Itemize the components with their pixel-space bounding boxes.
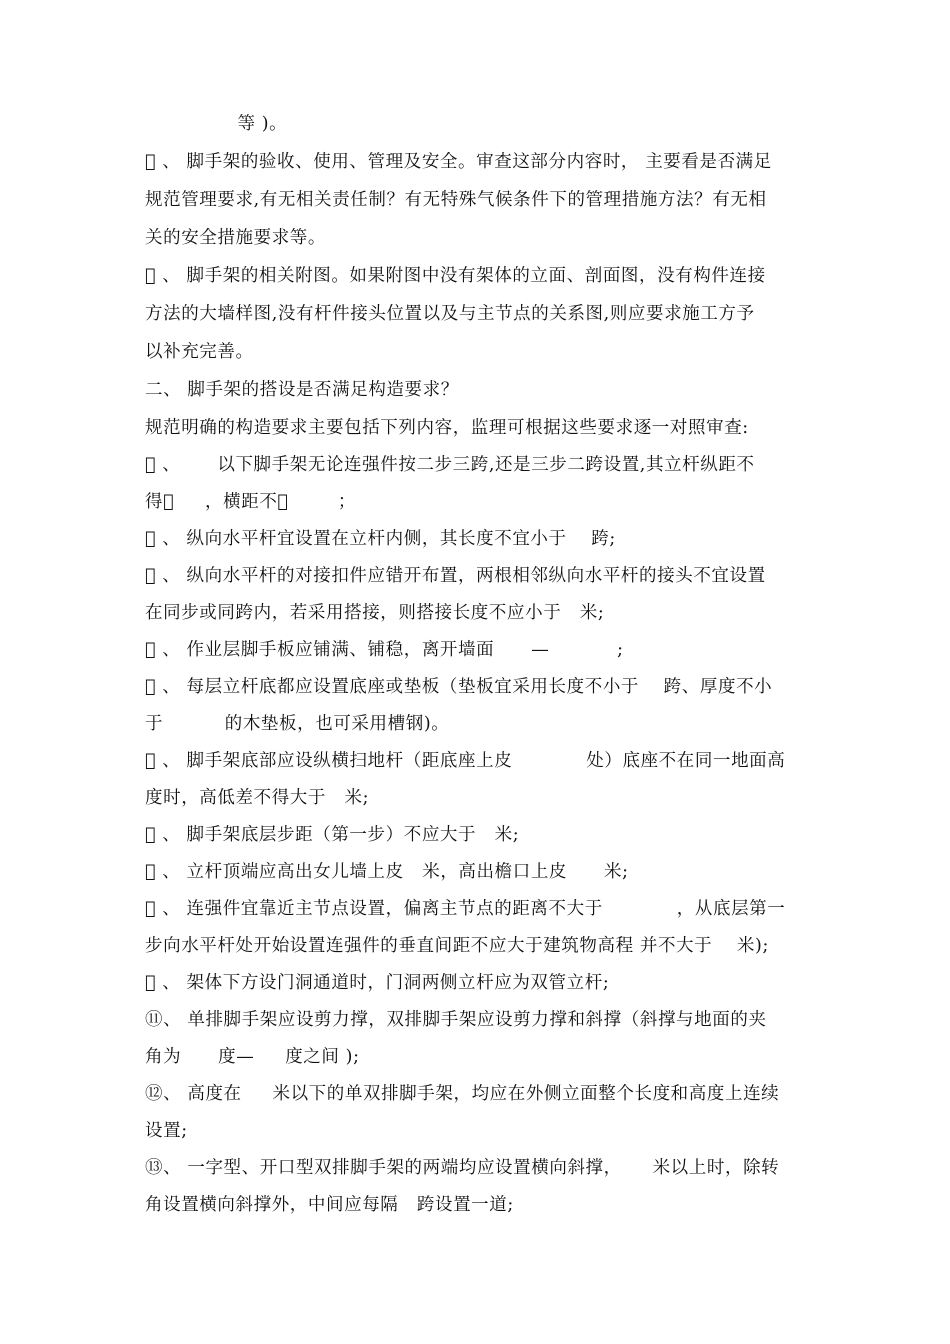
text-line:   、 纵向水平杆宜设置在立杆内侧，其长度不宜小于 跨;: [145, 529, 616, 549]
text-line: 方法的大墙样图,没有杆件接头位置以及与主节点的关系图,则应要求施工方予: [145, 304, 755, 324]
text-line: ⑪、 单排脚手架应设剪力撑，双排脚手架应设剪力撑和斜撑（斜撑与地面的夹: [145, 1010, 767, 1030]
text-line: 等 )。: [145, 114, 288, 134]
text-line:   、 脚手架底部应设纵横扫地杆（距底座上皮 处）底座不在同一地面高: [145, 751, 786, 771]
text-line: 得  ，横距不  ；: [145, 492, 356, 512]
text-line: 规范明确的构造要求主要包括下列内容，监理可根据这些要求逐一对照审查:: [145, 418, 749, 438]
text-line: ⑬、 一字型、开口型双排脚手架的两端均应设置横向斜撑， 米以上时，除转: [145, 1158, 780, 1178]
text-line: 在同步或同跨内，若采用搭接，则搭接长度不应小于 米;: [145, 603, 605, 623]
text-line:   、 脚手架的相关附图。如果附图中没有架体的立面、剖面图，没有构件连接: [145, 266, 766, 286]
text-line:   、 作业层脚手板应铺满、铺稳，离开墙面 — ;: [145, 640, 624, 660]
text-line: 角为 度— 度之间 );: [145, 1047, 360, 1067]
text-line: ⑫、 高度在 米以下的单双排脚手架，均应在外侧立面整个长度和高度上连续: [145, 1084, 780, 1104]
text-line: 角设置横向斜撑外，中间应每隔 跨设置一道;: [145, 1195, 514, 1215]
text-line: 设置;: [145, 1121, 188, 1141]
text-line: 度时，高低差不得大于 米;: [145, 788, 370, 808]
text-line: 关的安全措施要求等。: [145, 228, 326, 248]
text-line: 以补充完善。: [145, 342, 254, 362]
text-line:   、 每层立杆底都应设置底座或垫板（垫板宜采用长度不小于 跨、厚度不小: [145, 677, 773, 697]
text-line:   、 以下脚手架无论连强件按二步三跨,还是三步二跨设置,其立杆纵距不: [145, 455, 755, 475]
section-heading: 二、 脚手架的搭设是否满足构造要求？: [145, 380, 459, 400]
text-line:   、 立杆顶端应高出女儿墙上皮 米，高出檐口上皮 米;: [145, 862, 629, 882]
text-line: 于 的木垫板，也可采用槽钢)。: [145, 714, 450, 734]
text-line:   、 架体下方设门洞通道时，门洞两侧立杆应为双管立杆;: [145, 973, 610, 993]
text-line: 步向水平杆处开始设置连强件的垂直间距不应大于建筑物高程 并不大于 米);: [145, 936, 769, 956]
text-line:   、 纵向水平杆的对接扣件应错开布置，两根相邻纵向水平杆的接头不宜设置: [145, 566, 766, 586]
text-line: 规范管理要求,有无相关责任制？有无特殊气候条件下的管理措施方法？有无相: [145, 190, 767, 210]
text-line:   、 脚手架的验收、使用、管理及安全。审查这部分内容时， 主要看是否满足: [145, 152, 772, 172]
text-line:   、 连强件宜靠近主节点设置，偏离主节点的距离不大于 ，从底层第一: [145, 899, 786, 919]
text-line:   、 脚手架底层步距（第一步）不应大于 米;: [145, 825, 520, 845]
